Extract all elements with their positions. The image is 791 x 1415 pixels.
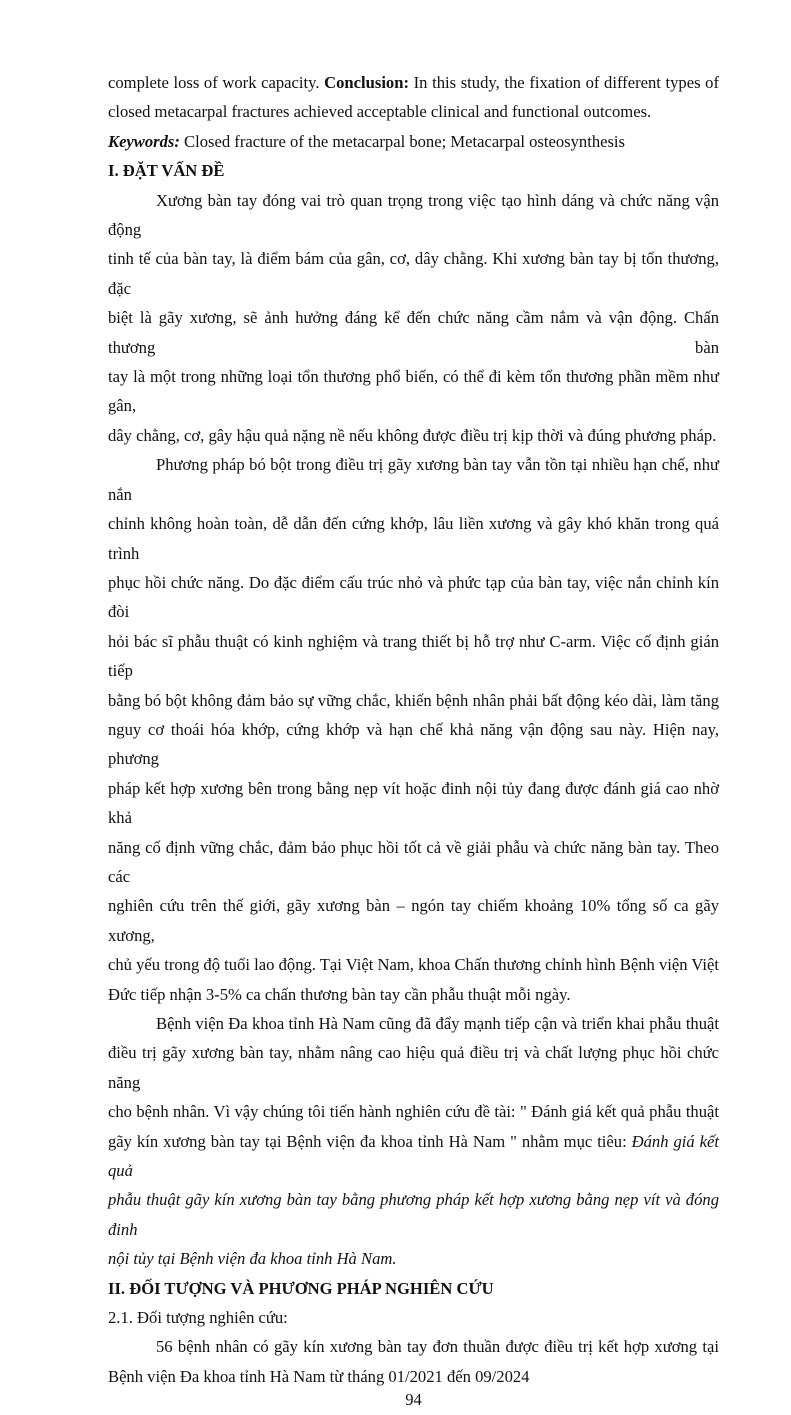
objective-italic: nội tủy tại Bệnh viện đa khoa tỉnh Hà Nam.	[108, 1249, 397, 1269]
text-line: phục hồi chức năng. Do đặc điểm cấu trúc nhỏ và phức tạp của bàn tay, việc nắn chỉnh kín đòi	[108, 572, 719, 622]
abstract-line: closed metacarpal fractures achieved acceptable clinical and functional outcomes.	[108, 102, 652, 122]
text-line: gãy kín xương bàn tay tại Bệnh viện đa khoa tỉnh Hà Nam " nhằm mục tiêu: Đánh giá kết quả	[108, 1131, 720, 1181]
text-line: biệt là gãy xương, sẽ ảnh hưởng đáng kể đến chức năng cầm nắm và vận động. Chấn thương bàn	[108, 308, 719, 357]
document-page	[108, 68, 719, 1415]
text-line: bằng bó bột không đảm bảo sự vững chắc, khiến bệnh nhân phải bất động kéo dài, làm tăng	[108, 690, 719, 710]
text-line	[108, 1244, 719, 1273]
section-heading: I. ĐẶT VẤN ĐỀ	[108, 161, 225, 181]
keywords-label: Keywords:	[108, 131, 180, 151]
text-line: chủ yếu trong độ tuổi lao động. Tại Việt Nam, khoa Chấn thương chỉnh hình Bệnh viện Việt	[108, 955, 719, 975]
subsection-heading: 2.1. Đối tượng nghiên cứu:	[108, 1308, 288, 1328]
text-line: chỉnh không hoàn toàn, dễ dẫn đến cứng khớp, lâu liền xương và gây khó khăn trong quá trình	[108, 514, 719, 563]
text-line: Xương bàn tay đóng vai trò quan trọng trong việc tạo hình dáng và chức năng vận động	[108, 190, 719, 240]
objective-italic: Đánh giá kết quả	[108, 1131, 720, 1181]
text-line: dây chằng, cơ, gây hậu quả nặng nề nếu không được điều trị kịp thời và đúng phương pháp.	[108, 425, 717, 445]
keywords-line: Keywords: Closed fracture of the metacarpal bone; Metacarpal osteosynthesis	[108, 131, 626, 151]
text-line: tay là một trong những loại tổn thương phổ biến, có thể đi kèm tổn thương phần mềm như gân,	[108, 367, 719, 416]
objective-italic: phẫu thuật gãy kín xương bàn tay bằng phương pháp kết hợp xương bằng nẹp vít và đóng đinh	[108, 1190, 719, 1239]
text-line: Phương pháp bó bột trong điều trị gãy xương bàn tay vẫn tồn tại nhiều hạn chế, như nắn	[108, 455, 719, 504]
section-heading: II. ĐỐI TƯỢNG VÀ PHƯƠNG PHÁP NGHIÊN CỨU	[108, 1278, 494, 1298]
text-line: điều trị gãy xương bàn tay, nhằm nâng cao hiệu quả điều trị và chất lượng phục hồi chức năng	[108, 1043, 719, 1092]
page-number: 94	[405, 1390, 422, 1410]
text-line: Đức tiếp nhận 3-5% ca chấn thương bàn tay cần phẫu thuật mỗi ngày.	[108, 984, 571, 1004]
text-line: tinh tế của bàn tay, là điểm bám của gân, cơ, dây chằng. Khi xương bàn tay bị tổn thương, đặc	[108, 249, 719, 298]
text-line	[108, 1185, 719, 1244]
text-line: Bệnh viện Đa khoa tỉnh Hà Nam cũng đã đẩy mạnh tiếp cận và triển khai phẫu thuật	[156, 1014, 719, 1033]
text-line: Bệnh viện Đa khoa tỉnh Hà Nam từ tháng 01/2021 đến 09/2024	[108, 1366, 530, 1386]
paragraph	[108, 186, 719, 451]
text-line: hỏi bác sĩ phẫu thuật có kinh nghiệm và trang thiết bị hỗ trợ như C-arm. Việc cố định gián tiếp	[108, 631, 719, 681]
abstract-line: complete loss of work capacity. Conclusion: In this study, the fixation of different types of	[108, 73, 720, 92]
text-line: 56 bệnh nhân có gãy kín xương bàn tay đơn thuần được điều trị kết hợp xương tại	[156, 1337, 719, 1357]
paragraph	[108, 1332, 719, 1391]
text-line: pháp kết hợp xương bên trong bằng nẹp vít hoặc đinh nội tủy đang được đánh giá cao nhờ khả	[108, 778, 719, 828]
text-line: năng cố định vững chắc, đảm bảo phục hồi tốt cả về giải phẫu và chức năng bàn tay. Theo các	[108, 837, 719, 886]
text-line: nguy cơ thoái hóa khớp, cứng khớp và hạn chế khả năng vận động sau này. Hiện nay, phương	[108, 719, 719, 769]
conclusion-label: Conclusion:	[324, 73, 409, 92]
paragraph	[108, 1009, 719, 1274]
text-line: cho bệnh nhân. Vì vậy chúng tôi tiến hành nghiên cứu đề tài: " Đánh giá kết quả phẫu thuật	[108, 1102, 719, 1122]
text-line: nghiên cứu trên thế giới, gãy xương bàn – ngón tay chiếm khoảng 10% tổng số ca gãy xương,	[108, 896, 719, 945]
paragraph	[108, 450, 719, 1009]
